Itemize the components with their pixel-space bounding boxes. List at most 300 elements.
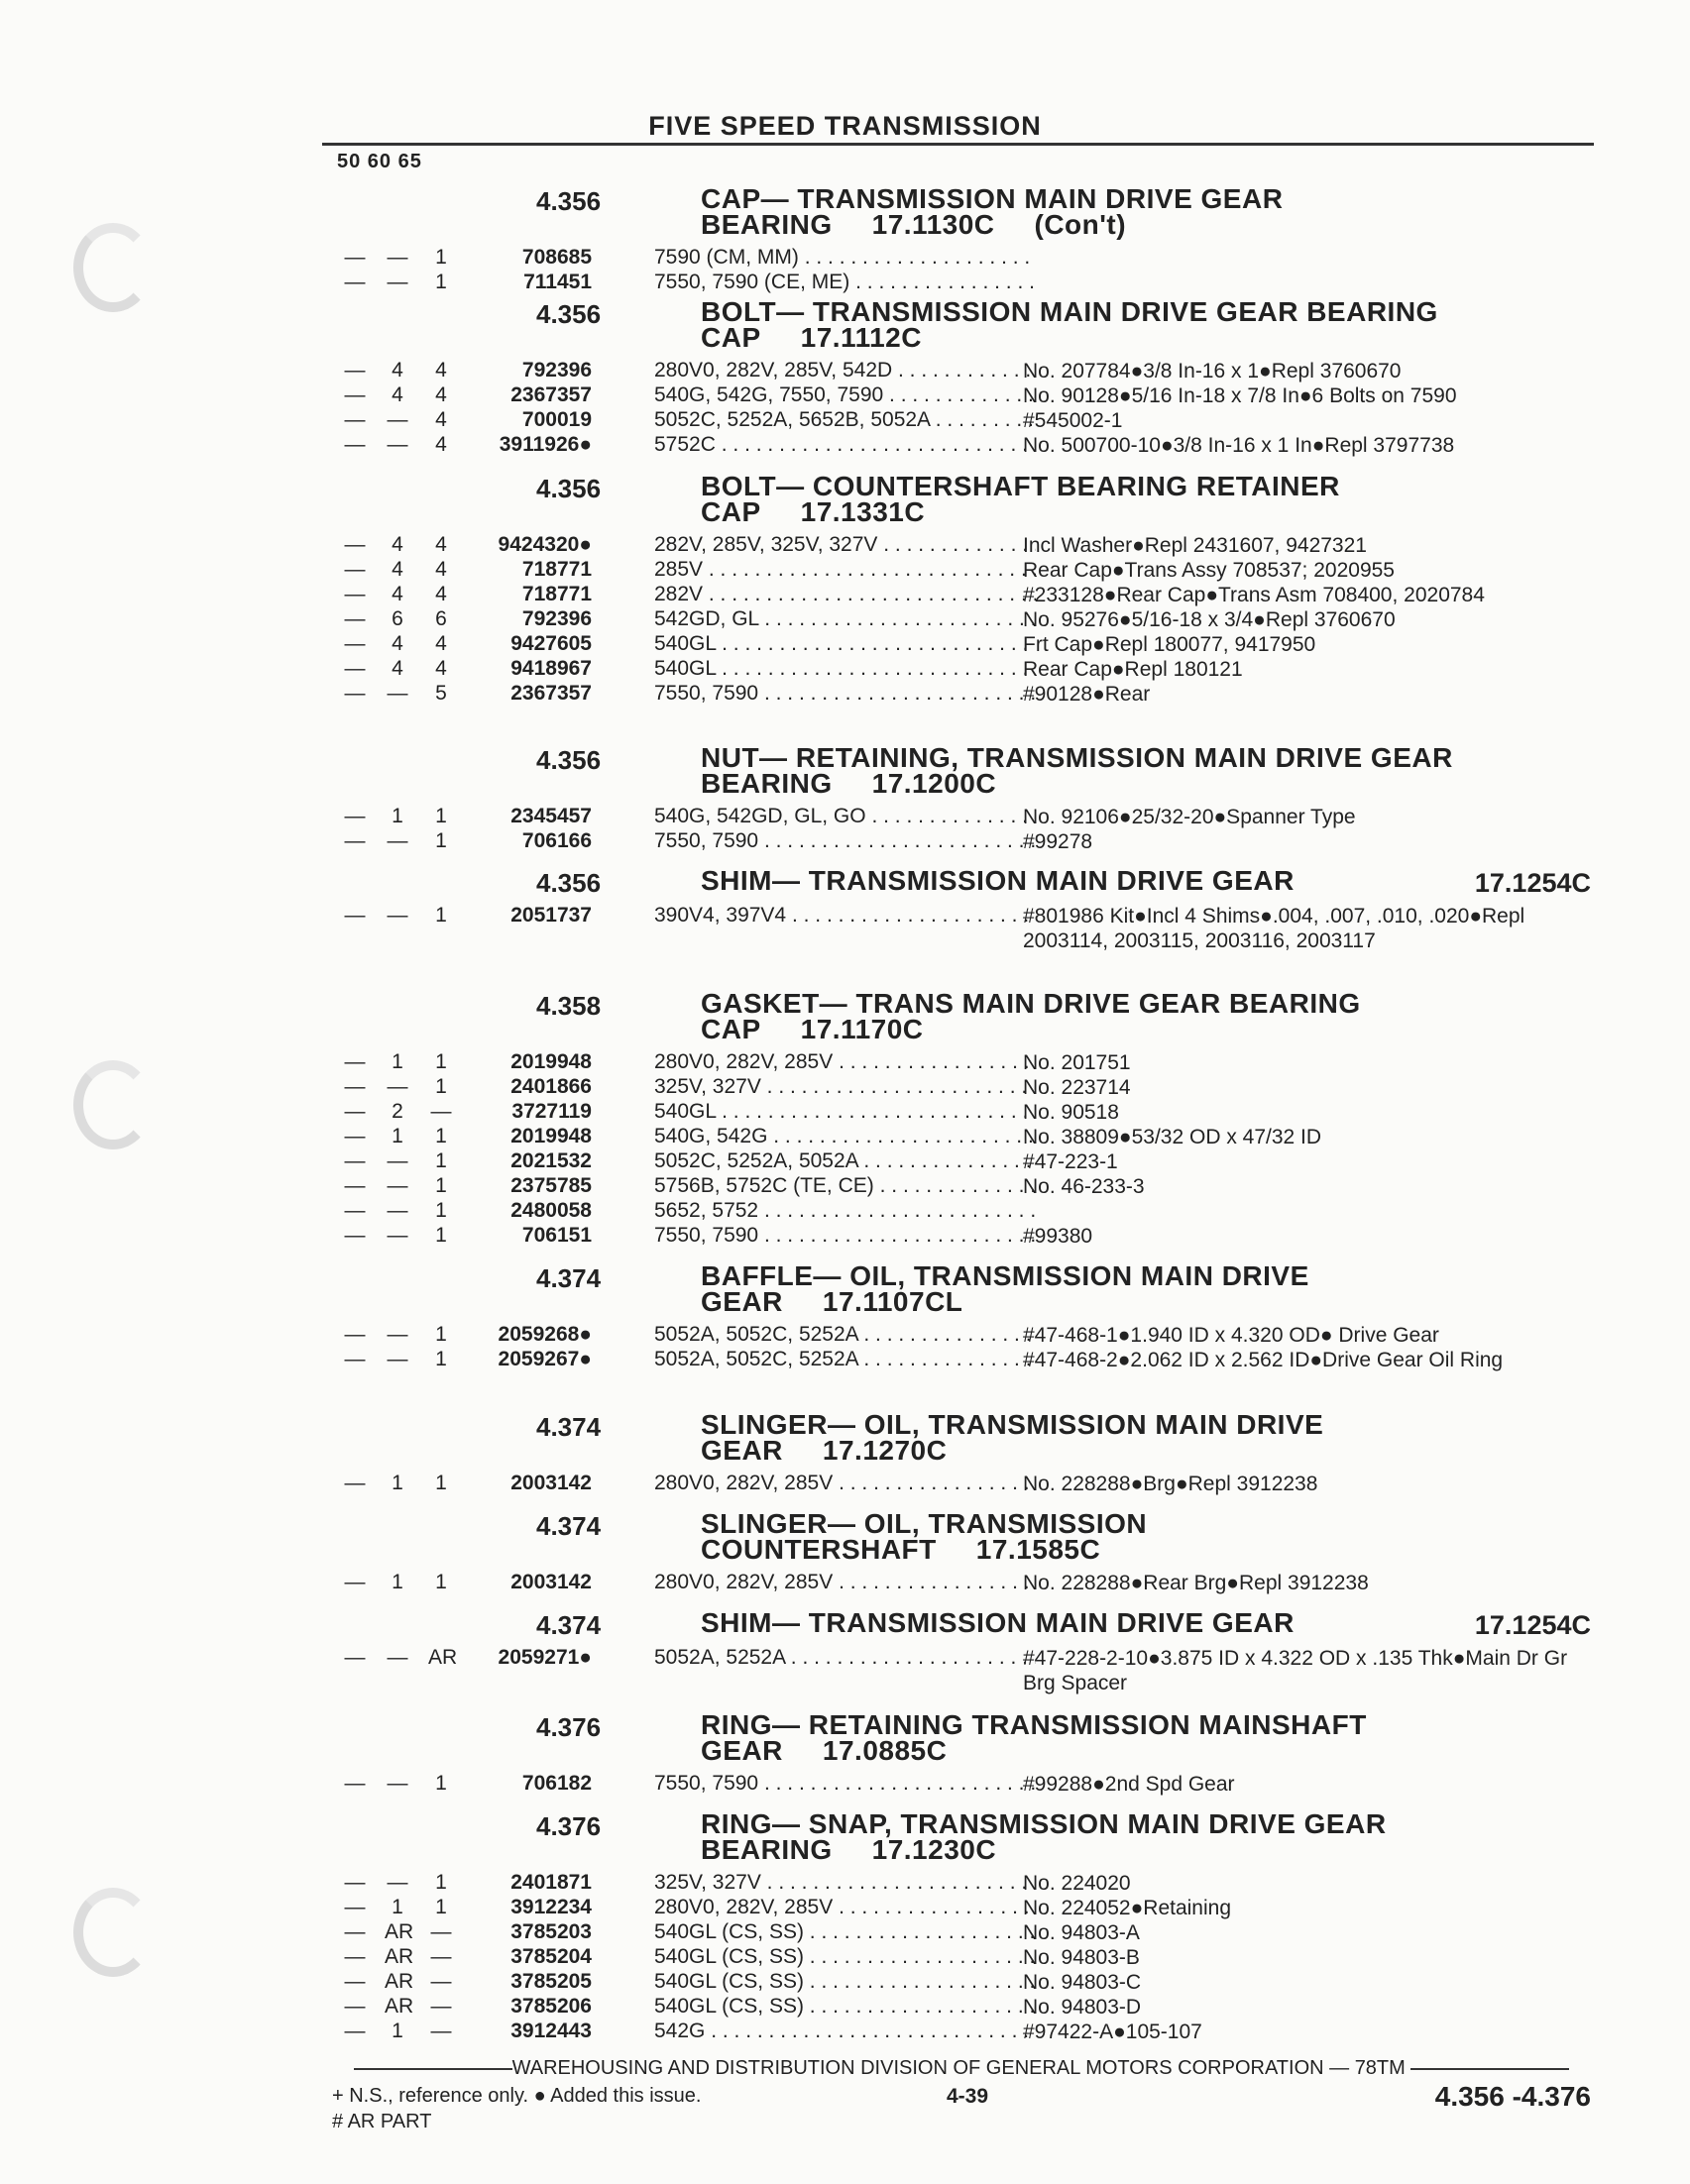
part-number: 3785204: [510, 1945, 592, 1968]
table-row: [322, 1174, 1601, 1199]
qty-50: —: [344, 657, 366, 680]
description: No. 95276●5/16-18 x 3/4●Repl 3760670: [1023, 608, 1396, 631]
section-4-356: [322, 183, 1601, 295]
qty-50: —: [344, 558, 366, 581]
qty-50: —: [344, 1945, 366, 1968]
qty-50: —: [344, 1896, 366, 1918]
binder-hole-bottom: [73, 1888, 153, 1977]
reference-code: 17.1130C: [871, 209, 995, 240]
qty-60: —: [387, 904, 408, 927]
part-number: 2401871: [510, 1871, 592, 1894]
table-row: [322, 1100, 1601, 1125]
part-number: 3912443: [510, 2020, 592, 2042]
title-continuation: GEAR: [701, 1435, 783, 1466]
title-line-1: BAFFLE— OIL, TRANSMISSION MAIN DRIVE: [701, 1260, 1309, 1291]
title-continuation: COUNTERSHAFT: [701, 1534, 937, 1565]
description: No. 46-233-3: [1023, 1175, 1145, 1198]
title-continuation: BEARING: [701, 209, 833, 240]
application: 280V0, 282V, 285V, 542D . . .: [654, 359, 1036, 382]
qty-50: —: [344, 632, 366, 655]
application: 5052A, 5252A . . .: [654, 1646, 1036, 1670]
title-line-1: BOLT— TRANSMISSION MAIN DRIVE GEAR BEARING: [701, 296, 1438, 327]
qty-50: —: [344, 1100, 366, 1123]
qty-65: 4: [435, 657, 447, 680]
binder-hole-top: [73, 223, 153, 312]
footer-division: WAREHOUSING AND DISTRIBUTION DIVISION OF GENERAL MOTORS CORPORATION — 78TM: [511, 2057, 1406, 2079]
application: 7590 (CM, MM) . . .: [654, 246, 1036, 270]
qty-60: 4: [392, 383, 403, 406]
page-footer: [322, 2057, 1601, 2132]
section-title: [701, 183, 1284, 240]
description: Rear Cap●Trans Assy 708537; 2020955: [1023, 559, 1395, 582]
section-heading: [322, 1808, 1601, 1871]
section-heading: [322, 183, 1601, 246]
qty-65: 1: [435, 1871, 447, 1894]
footnote-legend: + N.S., reference only. ● Added this issue.: [332, 2085, 702, 2107]
part-number: 2019948: [510, 1050, 592, 1073]
section-heading: [322, 1607, 1601, 1646]
part-number: 700019: [521, 408, 592, 431]
description: No. 224020: [1023, 1872, 1131, 1895]
section-code: 4.374: [536, 1511, 602, 1541]
qty-65: 1: [435, 271, 447, 293]
qty-60: AR: [385, 1920, 414, 1943]
section-title: [701, 1508, 1148, 1565]
application: 5652, 5752 . . .: [654, 1199, 1036, 1223]
section-heading: [322, 1409, 1601, 1472]
description: #97422-A●105-107: [1023, 2020, 1202, 2043]
qty-60: 4: [392, 632, 403, 655]
table-row: [322, 359, 1601, 383]
description: No. 201751: [1023, 1051, 1131, 1074]
title-continuation: CAP: [701, 1014, 761, 1044]
table-row: [322, 1075, 1601, 1100]
part-number: 718771: [521, 583, 592, 605]
title-continuation: BEARING: [701, 1834, 833, 1865]
description: No. 500700-10●3/8 In-16 x 1 In●Repl 3797738: [1023, 434, 1455, 457]
section-title: [701, 988, 1361, 1044]
application: 7550, 7590 . . .: [654, 829, 1036, 853]
part-number: 2480058: [510, 1199, 592, 1222]
part-number: 3785205: [510, 1970, 592, 1993]
part-number: 3912234: [510, 1896, 592, 1918]
table-row: [322, 1050, 1601, 1075]
reference-code: 17.1107CL: [822, 1286, 963, 1317]
qty-60: 6: [392, 607, 403, 630]
page-title: FIVE SPEED TRANSMISSION: [648, 111, 1042, 141]
table-row: [322, 1348, 1601, 1372]
model-column-header: 50 60 65: [337, 151, 422, 172]
title-line-2: [701, 768, 1453, 799]
section-title: [701, 1709, 1367, 1766]
qty-50: —: [344, 383, 366, 406]
description: No. 38809●53/32 OD x 47/32 ID: [1023, 1126, 1322, 1148]
qty-60: 4: [392, 558, 403, 581]
application: 540GL . . .: [654, 657, 1036, 681]
application: 540GL (CS, SS) . . .: [654, 1945, 1036, 1969]
description: No. 94803-B: [1023, 1946, 1140, 1969]
qty-65: 1: [435, 1075, 447, 1098]
description: #545002-1: [1023, 409, 1123, 432]
qty-65: 1: [435, 805, 447, 827]
part-number: 2059271●: [498, 1646, 592, 1669]
application: 325V, 327V . . .: [654, 1871, 1036, 1895]
application: 542G . . .: [654, 2020, 1036, 2043]
description: No. 94803-D: [1023, 1996, 1142, 2019]
section-4-374: [322, 1508, 1601, 1595]
qty-60: 1: [392, 1125, 403, 1147]
qty-60: —: [387, 1075, 408, 1098]
section-code: 4.374: [536, 1263, 602, 1293]
qty-60: —: [387, 1871, 408, 1894]
qty-65: 1: [435, 1050, 447, 1073]
part-number: 9424320●: [498, 533, 592, 556]
description: No. 223714: [1023, 1076, 1131, 1099]
application: 540GL . . .: [654, 632, 1036, 656]
application: 540GL (CS, SS) . . .: [654, 1920, 1036, 1944]
description: No. 90128●5/16 In-18 x 7/8 In●6 Bolts on 7590: [1023, 384, 1457, 407]
qty-60: —: [387, 682, 408, 705]
qty-60: —: [387, 1348, 408, 1370]
application: 542GD, GL . . .: [654, 607, 1036, 631]
part-number: 2401866: [510, 1075, 592, 1098]
section-title: [701, 1409, 1324, 1466]
table-row: [322, 1199, 1601, 1224]
reference-code: 17.1170C: [800, 1014, 924, 1044]
part-number: 706182: [521, 1772, 592, 1795]
description: #47-223-1: [1023, 1150, 1118, 1173]
table-row: [322, 558, 1601, 583]
table-row: [322, 1772, 1601, 1797]
reference-code: 17.1200C: [871, 768, 997, 799]
qty-65: 1: [435, 246, 447, 269]
section-heading: [322, 1260, 1601, 1323]
qty-65: 1: [435, 1772, 447, 1795]
part-number: 3911926●: [499, 433, 592, 456]
qty-60: —: [387, 271, 408, 293]
qty-65: —: [430, 1970, 452, 1993]
qty-65: 4: [435, 383, 447, 406]
section-4-376: [322, 1709, 1601, 1797]
description: No. 94803-C: [1023, 1971, 1142, 1994]
title-line-1: GASKET— TRANS MAIN DRIVE GEAR BEARING: [701, 988, 1361, 1019]
qty-50: —: [344, 829, 366, 852]
qty-60: —: [387, 1224, 408, 1247]
table-row: [322, 1995, 1601, 2020]
qty-50: —: [344, 1920, 366, 1943]
qty-60: AR: [385, 1945, 414, 1968]
application: 280V0, 282V, 285V . . .: [654, 1050, 1036, 1074]
reference-code: 17.1254C: [1474, 868, 1591, 898]
section-code: 4.356: [536, 745, 602, 775]
application: 5752C . . .: [654, 433, 1036, 457]
table-row: [322, 1646, 1601, 1695]
table-row: [322, 1970, 1601, 1995]
part-number: 792396: [521, 607, 592, 630]
section-code: 4.356: [536, 299, 602, 329]
title-line-2: [701, 1286, 1309, 1317]
section-code: 4.358: [536, 991, 602, 1021]
table-row: [322, 657, 1601, 682]
qty-50: —: [344, 1571, 366, 1593]
qty-50: —: [344, 1646, 366, 1669]
qty-60: 1: [392, 805, 403, 827]
reference-code: 17.1230C: [871, 1834, 997, 1865]
binder-hole-middle: [73, 1060, 153, 1149]
qty-50: —: [344, 1199, 366, 1222]
part-number: 706166: [521, 829, 592, 852]
title-line-1: SLINGER— OIL, TRANSMISSION MAIN DRIVE: [701, 1409, 1324, 1440]
qty-50: —: [344, 1075, 366, 1098]
application: 280V0, 282V, 285V . . .: [654, 1571, 1036, 1594]
section-code: 4.376: [536, 1712, 602, 1742]
description: No. 94803-A: [1023, 1921, 1140, 1944]
description: No. 224052●Retaining: [1023, 1897, 1231, 1919]
part-number: 3785203: [510, 1920, 592, 1943]
qty-65: 6: [435, 607, 447, 630]
table-row: [322, 829, 1601, 854]
description: #233128●Rear Cap●Trans Asm 708400, 2020784: [1023, 584, 1485, 606]
table-row: [322, 1571, 1601, 1595]
application: 540GL (CS, SS) . . .: [654, 1995, 1036, 2019]
table-row: [322, 583, 1601, 607]
footer-rule-left: [354, 2068, 512, 2070]
part-number: 2367357: [510, 682, 592, 705]
description: #47-468-2●2.062 ID x 2.562 ID●Drive Gear Oil Ring: [1023, 1349, 1504, 1371]
table-row: [322, 904, 1601, 953]
section-4-374: [322, 1409, 1601, 1496]
table-row: [322, 246, 1601, 271]
section-heading: [322, 471, 1601, 533]
part-number: 3727119: [511, 1100, 592, 1123]
qty-65: —: [430, 1100, 452, 1123]
qty-65: 1: [435, 1323, 447, 1346]
qty-60: AR: [385, 1995, 414, 2018]
qty-60: 1: [392, 1896, 403, 1918]
application: 7550, 7590 . . .: [654, 1772, 1036, 1796]
application: 325V, 327V . . .: [654, 1075, 1036, 1099]
part-number: 3785206: [510, 1995, 592, 2018]
qty-50: —: [344, 1125, 366, 1147]
title-continuation: CAP: [701, 322, 761, 353]
qty-50: —: [344, 1970, 366, 1993]
part-number: 2367357: [510, 383, 592, 406]
qty-50: —: [344, 246, 366, 269]
section-4-356: [322, 296, 1601, 458]
qty-50: —: [344, 2020, 366, 2042]
qty-50: —: [344, 271, 366, 293]
application: 285V . . .: [654, 558, 1036, 582]
section-heading: [322, 296, 1601, 359]
qty-50: —: [344, 583, 366, 605]
part-number: 718771: [521, 558, 592, 581]
qty-60: —: [387, 1149, 408, 1172]
title-line-1: NUT— RETAINING, TRANSMISSION MAIN DRIVE GEAR: [701, 742, 1453, 773]
application: 540G, 542G . . .: [654, 1125, 1036, 1148]
qty-65: 4: [435, 433, 447, 456]
title-line-1: RING— SNAP, TRANSMISSION MAIN DRIVE GEAR: [701, 1808, 1387, 1839]
qty-65: AR: [428, 1646, 458, 1669]
qty-50: —: [344, 805, 366, 827]
qty-65: 4: [435, 533, 447, 556]
qty-50: —: [344, 433, 366, 456]
application: 390V4, 397V4 . . .: [654, 904, 1036, 928]
qty-50: —: [344, 682, 366, 705]
title-continuation: BEARING: [701, 768, 833, 799]
part-number: 2003142: [510, 1472, 592, 1494]
section-4-376: [322, 1808, 1601, 2044]
table-row: [322, 1472, 1601, 1496]
application: 282V, 285V, 325V, 327V . . .: [654, 533, 1036, 557]
title-line-1: SHIM— TRANSMISSION MAIN DRIVE GEAR: [701, 865, 1295, 896]
qty-60: —: [387, 246, 408, 269]
table-row: [322, 2020, 1601, 2044]
qty-60: —: [387, 1772, 408, 1795]
qty-65: —: [430, 1920, 452, 1943]
title-line-2: [701, 496, 1340, 527]
section-title: [701, 1607, 1295, 1638]
section-heading: [322, 865, 1601, 904]
qty-65: —: [430, 2020, 452, 2042]
part-number: 2345457: [510, 805, 592, 827]
application: 7550, 7590 (CE, ME) . . .: [654, 271, 1036, 294]
qty-60: 4: [392, 533, 403, 556]
qty-60: —: [387, 1199, 408, 1222]
continued-mark: (Con't): [1034, 209, 1127, 240]
application: 540GL (CS, SS) . . .: [654, 1970, 1036, 1994]
part-number: 792396: [521, 359, 592, 382]
qty-65: 4: [435, 558, 447, 581]
table-row: [322, 1871, 1601, 1896]
qty-50: —: [344, 1348, 366, 1370]
qty-60: —: [387, 829, 408, 852]
table-row: [322, 1149, 1601, 1174]
qty-60: 4: [392, 583, 403, 605]
part-number: 706151: [521, 1224, 592, 1247]
qty-60: —: [387, 433, 408, 456]
qty-60: 1: [392, 1050, 403, 1073]
qty-60: 4: [392, 657, 403, 680]
application: 540GL . . .: [654, 1100, 1036, 1124]
table-row: [322, 433, 1601, 458]
table-row: [322, 1920, 1601, 1945]
application: 540G, 542G, 7550, 7590 . . .: [654, 383, 1036, 407]
application: 540G, 542GD, GL, GO . . .: [654, 805, 1036, 828]
qty-65: 1: [435, 904, 447, 927]
title-line-2: [701, 1735, 1367, 1766]
qty-65: 1: [435, 1348, 447, 1370]
qty-65: —: [430, 1945, 452, 1968]
section-4-356: [322, 865, 1601, 953]
application: 5756B, 5752C (TE, CE) . . .: [654, 1174, 1036, 1198]
qty-50: —: [344, 1149, 366, 1172]
section-title: [701, 1808, 1387, 1865]
table-row: [322, 383, 1601, 408]
part-number: 2051737: [510, 904, 592, 927]
section-heading: [322, 742, 1601, 805]
qty-50: —: [344, 1871, 366, 1894]
application: 7550, 7590 . . .: [654, 682, 1036, 706]
footnote-ar: # AR PART: [332, 2111, 432, 2132]
header-rule: [322, 143, 1594, 146]
qty-60: —: [387, 1323, 408, 1346]
part-number: 2003142: [510, 1571, 592, 1593]
table-row: [322, 1125, 1601, 1149]
description: #99278: [1023, 830, 1093, 853]
qty-50: —: [344, 1050, 366, 1073]
qty-65: 4: [435, 408, 447, 431]
table-row: [322, 1224, 1601, 1249]
table-row: [322, 533, 1601, 558]
section-4-356: [322, 471, 1601, 707]
page-range: 4.356 -4.376: [1434, 2081, 1591, 2112]
footer-division-line: [322, 2057, 1601, 2080]
qty-50: —: [344, 607, 366, 630]
section-4-358: [322, 988, 1601, 1249]
reference-code: 17.1254C: [1474, 1610, 1591, 1640]
qty-65: 1: [435, 1199, 447, 1222]
qty-65: 4: [435, 632, 447, 655]
part-number: 711451: [523, 271, 592, 293]
qty-65: 1: [435, 1224, 447, 1247]
section-4-374: [322, 1260, 1601, 1372]
description: #47-468-1●1.940 ID x 4.320 OD● Drive Gear: [1023, 1324, 1439, 1347]
application: 5052A, 5052C, 5252A . . .: [654, 1323, 1036, 1347]
section-title: [701, 865, 1295, 896]
reference-code: 17.1331C: [800, 496, 926, 527]
section-code: 4.356: [536, 474, 602, 503]
description: Rear Cap●Repl 180121: [1023, 658, 1243, 681]
section-title: [701, 471, 1340, 527]
qty-50: —: [344, 1323, 366, 1346]
qty-60: AR: [385, 1970, 414, 1993]
title-line-1: CAP— TRANSMISSION MAIN DRIVE GEAR: [701, 183, 1284, 214]
application: 5052A, 5052C, 5252A . . .: [654, 1348, 1036, 1371]
description: No. 90518: [1023, 1101, 1119, 1124]
title-line-2: [701, 322, 1438, 353]
part-number: 708685: [521, 246, 592, 269]
qty-60: 1: [392, 1472, 403, 1494]
title-line-1: SHIM— TRANSMISSION MAIN DRIVE GEAR: [701, 1607, 1295, 1638]
footer-rule-right: [1410, 2068, 1569, 2070]
qty-50: —: [344, 1995, 366, 2018]
qty-65: 4: [435, 359, 447, 382]
part-number: 2059268●: [498, 1323, 592, 1346]
qty-65: 1: [435, 1125, 447, 1147]
description: #801986 Kit●Incl 4 Shims●.004, .007, .010, .020●Repl 2003114, 2003115, 2003116, 2003117: [1023, 905, 1525, 952]
description: Incl Washer●Repl 2431607, 9427321: [1023, 534, 1367, 557]
qty-60: 2: [392, 1100, 403, 1123]
table-row: [322, 1323, 1601, 1348]
title-line-2: [701, 1534, 1147, 1565]
part-number: 9418967: [510, 657, 592, 680]
section-4-356: [322, 742, 1601, 854]
application: 5052C, 5252A, 5052A . . .: [654, 1149, 1036, 1173]
section-code: 4.356: [536, 186, 602, 216]
section-title: [701, 742, 1453, 799]
qty-65: 1: [435, 1174, 447, 1197]
qty-50: —: [344, 1174, 366, 1197]
qty-65: 5: [435, 682, 447, 705]
table-row: [322, 408, 1601, 433]
qty-50: —: [344, 1224, 366, 1247]
table-row: [322, 1945, 1601, 1970]
qty-60: 1: [392, 2020, 403, 2042]
application: 280V0, 282V, 285V . . .: [654, 1472, 1036, 1495]
part-number: 2059267●: [498, 1348, 592, 1370]
qty-50: —: [344, 1472, 366, 1494]
table-row: [322, 805, 1601, 829]
